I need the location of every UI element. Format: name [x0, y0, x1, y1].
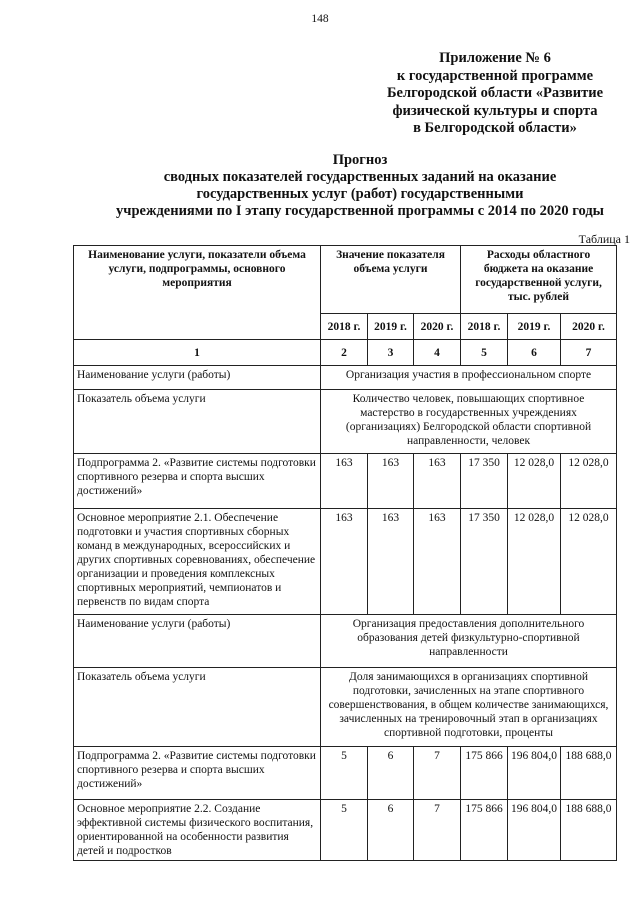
- value-cell: 175 866: [461, 800, 508, 861]
- column-number-cell: 7: [561, 340, 617, 366]
- value-cell: 188 688,0: [561, 747, 617, 800]
- appendix-line: физической культуры и спорта: [392, 102, 598, 119]
- appendix-line: Приложение № 6: [439, 50, 551, 66]
- table-row: [74, 747, 617, 800]
- value-cell: 17 350: [461, 509, 508, 615]
- header-volume-cell: Значение показателя объема услуги: [321, 246, 461, 314]
- value-cell: 12 028,0: [561, 509, 617, 615]
- row-name-cell: Основное мероприятие 2.1. Обеспечение подготовки и участия спортивных сборных команд в международных, всероссийских и других спортивных соревнованиях, обеспечение организации и проведения комплексных спортивных мероприятий, чемпионатов и первенств по видам спорта: [74, 509, 321, 615]
- page-number: 148: [311, 13, 329, 25]
- value-cell: 12 028,0: [508, 454, 561, 509]
- column-number-cell: 3: [368, 340, 414, 366]
- column-number-cell: 2: [321, 340, 368, 366]
- table-row: [74, 800, 617, 861]
- forecast-line: Прогноз: [332, 152, 388, 168]
- value-cell: 163: [414, 509, 461, 615]
- value-cell: 175 866: [461, 747, 508, 800]
- value-cell: 6: [368, 800, 414, 861]
- indicator-label-cell: Показатель объема услуги: [74, 390, 321, 454]
- value-cell: 5: [321, 800, 368, 861]
- indicators-table: [73, 245, 617, 861]
- row-name-cell: Подпрограмма 2. «Развитие системы подготовки спортивного резерва и спорта высших достижений»: [74, 747, 321, 800]
- table-row: [74, 366, 617, 390]
- value-cell: 163: [368, 509, 414, 615]
- header-row: [74, 246, 617, 314]
- header-name-cell: Наименование услуги, показатели объема услуги, подпрограммы, основного мероприятия: [74, 246, 321, 340]
- appendix-heading: [375, 50, 615, 138]
- value-cell: 163: [414, 454, 461, 509]
- table-row: [74, 454, 617, 509]
- row-name-cell: Основное мероприятие 2.2. Создание эффективной системы физического воспитания, ориентированной на особенности развития детей и подростков: [74, 800, 321, 861]
- year-cell: 2019 г.: [508, 314, 561, 340]
- value-cell: 7: [414, 747, 461, 800]
- column-numbers-row: [74, 340, 617, 366]
- service-label-cell: Наименование услуги (работы): [74, 366, 321, 390]
- forecast-title: [100, 152, 620, 220]
- value-cell: 196 804,0: [508, 747, 561, 800]
- forecast-line: государственных услуг (работ) государственными: [196, 186, 524, 202]
- value-cell: 12 028,0: [561, 454, 617, 509]
- value-cell: 163: [321, 509, 368, 615]
- table-row: [74, 668, 617, 747]
- year-cell: 2019 г.: [368, 314, 414, 340]
- indicator-value-cell: Количество человек, повышающих спортивное мастерство в государственных учреждениях (организациях) Белгородской области спортивной направленности, человек: [321, 390, 617, 454]
- row-name-cell: Подпрограмма 2. «Развитие системы подготовки спортивного резерва и спорта высших достижений»: [74, 454, 321, 509]
- value-cell: 5: [321, 747, 368, 800]
- column-number-cell: 1: [74, 340, 321, 366]
- value-cell: 196 804,0: [508, 800, 561, 861]
- value-cell: 12 028,0: [508, 509, 561, 615]
- value-cell: 6: [368, 747, 414, 800]
- forecast-line: учреждениями по I этапу государственной программы с 2014 по 2020 годы: [116, 203, 604, 219]
- year-cell: 2020 г.: [414, 314, 461, 340]
- column-number-cell: 6: [508, 340, 561, 366]
- table-row: [74, 390, 617, 454]
- table-label: Таблица 1: [578, 232, 630, 246]
- year-cell: 2018 г.: [461, 314, 508, 340]
- year-cell: 2020 г.: [561, 314, 617, 340]
- value-cell: 17 350: [461, 454, 508, 509]
- indicator-value-cell: Доля занимающихся в организациях спортивной подготовки, зачисленных на этапе спортивного совершенствования, в общем количестве занимающихся, зачисленных на тренировочный этап в организациях спортивной подготовки, проценты: [321, 668, 617, 747]
- service-label-cell: Наименование услуги (работы): [74, 615, 321, 668]
- value-cell: 7: [414, 800, 461, 861]
- value-cell: 163: [368, 454, 414, 509]
- service-value-cell: Организация участия в профессиональном спорте: [321, 366, 617, 390]
- header-expenses-cell: Расходы областного бюджета на оказание государственной услуги, тыс. рублей: [461, 246, 617, 314]
- service-value-cell: Организация предоставления дополнительного образования детей физкультурно-спортивной направленности: [321, 615, 617, 668]
- indicator-label-cell: Показатель объема услуги: [74, 668, 321, 747]
- table-row: [74, 509, 617, 615]
- value-cell: 188 688,0: [561, 800, 617, 861]
- year-cell: 2018 г.: [321, 314, 368, 340]
- appendix-line: в Белгородской области»: [413, 120, 577, 136]
- appendix-line: к государственной программе: [396, 67, 594, 84]
- column-number-cell: 5: [461, 340, 508, 366]
- value-cell: 163: [321, 454, 368, 509]
- table-row: [74, 615, 617, 668]
- forecast-line: сводных показателей государственных заданий на оказание: [163, 169, 557, 185]
- appendix-line: Белгородской области «Развитие: [386, 85, 604, 101]
- column-number-cell: 4: [414, 340, 461, 366]
